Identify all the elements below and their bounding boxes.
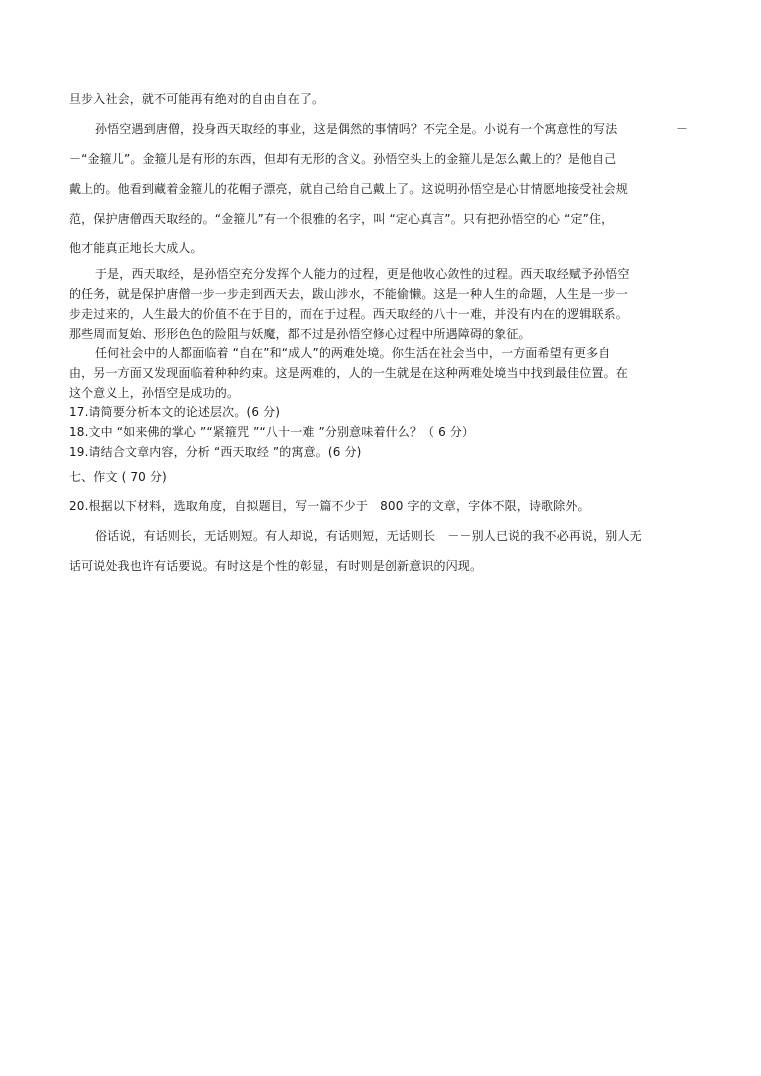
passage-line: －“金箍儿”。金箍儿是有形的东西，但却有无形的含义。孙悟空头上的金箍儿是怎么戴上的？是他自己 xyxy=(69,152,617,166)
question-20: 20.根据以下材料，选取角度，自拟题目，写一篇不少于 800 字的文章，字体不限，诗歌除外。 xyxy=(69,499,590,513)
passage-line: 这个意义上，孙悟空是成功的。 xyxy=(69,386,240,400)
passage-line: 戴上的。他看到藏着金箍儿的花帽子漂亮，就自己给自己戴上了。这说明孙悟空是心甘情愿地接受社会规 xyxy=(69,182,628,196)
passage-line: 那些周而复始、形形色色的险阻与妖魔，都不过是孙悟空修心过程中所遇障碍的象征。 xyxy=(69,327,531,341)
passage-line: 孙悟空遇到唐僧，投身西天取经的事业，这是偶然的事情吗？不完全是。小说有一个寓意性的写法 xyxy=(95,122,618,136)
question-19: 19.请结合文章内容，分析 “西天取经 ”的寓意。(6 分) xyxy=(69,445,362,459)
passage-dash: － xyxy=(676,122,689,136)
passage-line: 由，另一方面又发现面临着种种约束。这是两难的，人的一生就是在这种两难处境当中找到最佳位置。在 xyxy=(69,366,628,380)
passage-line: 他才能真正地长大成人。 xyxy=(69,241,203,255)
material-line: 话可说处我也许有话要说。有时这是个性的彰显，有时则是创新意识的闪现。 xyxy=(69,559,483,573)
passage-line: 任何社会中的人都面临着 “自在”和“成人”的两难处境。你生活在社会当中，一方面希望有更多自 xyxy=(95,346,611,360)
passage-line: 旦步入社会，就不可能再有绝对的自由自在了。 xyxy=(69,92,325,106)
question-18: 18.文中 “如来佛的掌心 ”“紧箍咒 ”“八十一难 ”分别意味着什么？（ 6 分） xyxy=(69,425,475,439)
question-17: 17.请简要分析本文的论述层次。(6 分) xyxy=(69,405,281,419)
passage-line: 范，保护唐僧西天取经的。“金箍儿”有一个很雅的名字，叫 “定心真言”。只有把孙悟空的心 “定”住， xyxy=(69,212,614,226)
material-line: 俗话说，有话则长，无话则短。有人却说，有话则短，无话则长 －－别人已说的我不必再说，别人无 xyxy=(95,529,642,543)
passage-line: 步走过来的，人生最大的价值不在于目的，而在于过程。西天取经的八十一难，并没有内在的逻辑联系。 xyxy=(69,307,628,321)
section-heading: 七、作文 ( 70 分) xyxy=(69,470,167,484)
passage-line: 的任务，就是保护唐僧一步一步走到西天去，跋山涉水，不能偷懒。这是一种人生的命题，人生是一步一 xyxy=(69,287,628,301)
passage-line: 于是，西天取经，是孙悟空充分发挥个人能力的过程，更是他收心敛性的过程。西天取经赋予孙悟空 xyxy=(95,267,630,281)
